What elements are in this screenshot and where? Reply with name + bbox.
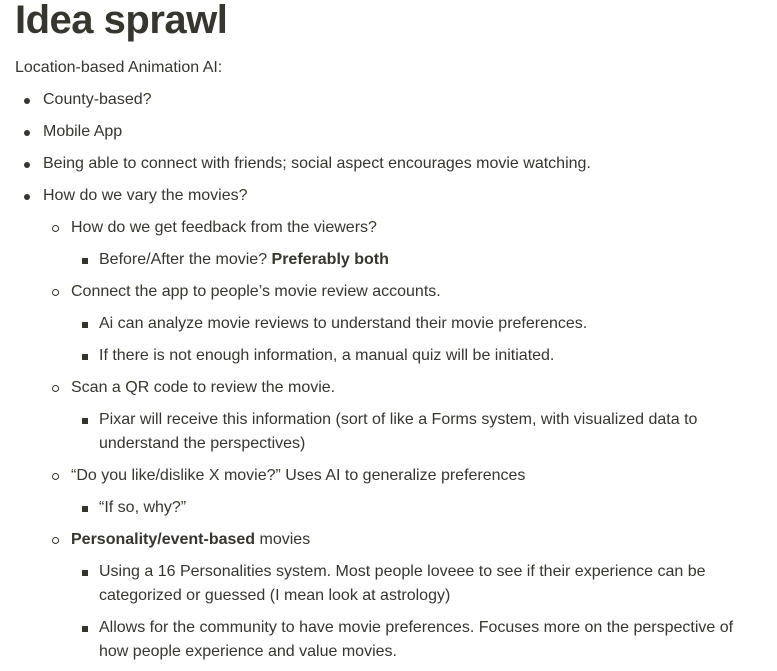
- sub-sub-list-item: [71, 312, 777, 336]
- list-item: [15, 120, 777, 144]
- sub-list-item-bold-text: Personality/event-based: [71, 531, 256, 548]
- sub-sub-list-item: [71, 560, 777, 608]
- page-title: Idea sprawl: [15, 0, 228, 42]
- list-item-text: Being able to connect with friends; social aspect encourages movie watching.: [43, 155, 591, 172]
- sub-sub-list: [71, 560, 777, 664]
- item-text: Allows for the community to have movie preferences. Focuses more on the perspective of how people experience and value movies.: [99, 619, 734, 660]
- sub-sub-list-item: [71, 496, 777, 520]
- list-item-text: County-based?: [43, 91, 152, 108]
- sub-sub-list-item: [71, 616, 777, 664]
- sub-list-item-text: “Do you like/dislike X movie?” Uses AI to generalize preferences: [71, 467, 526, 484]
- sub-list-item: [43, 376, 777, 456]
- sub-sub-list: [71, 248, 777, 272]
- item-text: Ai can analyze movie reviews to understand their movie preferences.: [99, 315, 588, 332]
- sub-list-item: [43, 528, 777, 664]
- bullet-list: [15, 88, 777, 664]
- item-bold-text: Preferably both: [271, 251, 389, 268]
- list-item: [15, 152, 777, 176]
- sub-sub-list-item: [71, 408, 777, 456]
- item-text: Pixar will receive this information (sort of like a Forms system, with visualized data to understand the perspectives): [99, 411, 698, 452]
- item-text: If there is not enough information, a manual quiz will be initiated.: [99, 347, 555, 364]
- sub-list-item-text: Connect the app to people’s movie review accounts.: [71, 283, 441, 300]
- item-text: Before/After the movie?: [99, 251, 272, 268]
- list-item-text: Mobile App: [43, 123, 123, 140]
- list-item: [15, 88, 777, 112]
- sub-sub-list: [71, 408, 777, 456]
- sub-list-item: [43, 280, 777, 368]
- list-item: [15, 184, 777, 664]
- sub-list-item: [43, 216, 777, 272]
- sub-list-item: [43, 464, 777, 520]
- intro-text: Location-based Animation AI:: [15, 59, 223, 76]
- item-text: “If so, why?”: [99, 499, 187, 516]
- sub-list-item-text: movies: [255, 531, 311, 548]
- sub-sub-list: [71, 496, 777, 520]
- sub-sub-list: [71, 312, 777, 368]
- list-item-text: How do we vary the movies?: [43, 187, 248, 204]
- sub-list-item-text: How do we get feedback from the viewers?: [71, 219, 377, 236]
- sub-list: [43, 216, 777, 664]
- item-text: Using a 16 Personalities system. Most people loveee to see if their experience can be categorized or guessed (I mean look at astrology): [99, 563, 706, 604]
- sub-sub-list-item: [71, 248, 777, 272]
- sub-sub-list-item: [71, 344, 777, 368]
- sub-list-item-text: Scan a QR code to review the movie.: [71, 379, 336, 396]
